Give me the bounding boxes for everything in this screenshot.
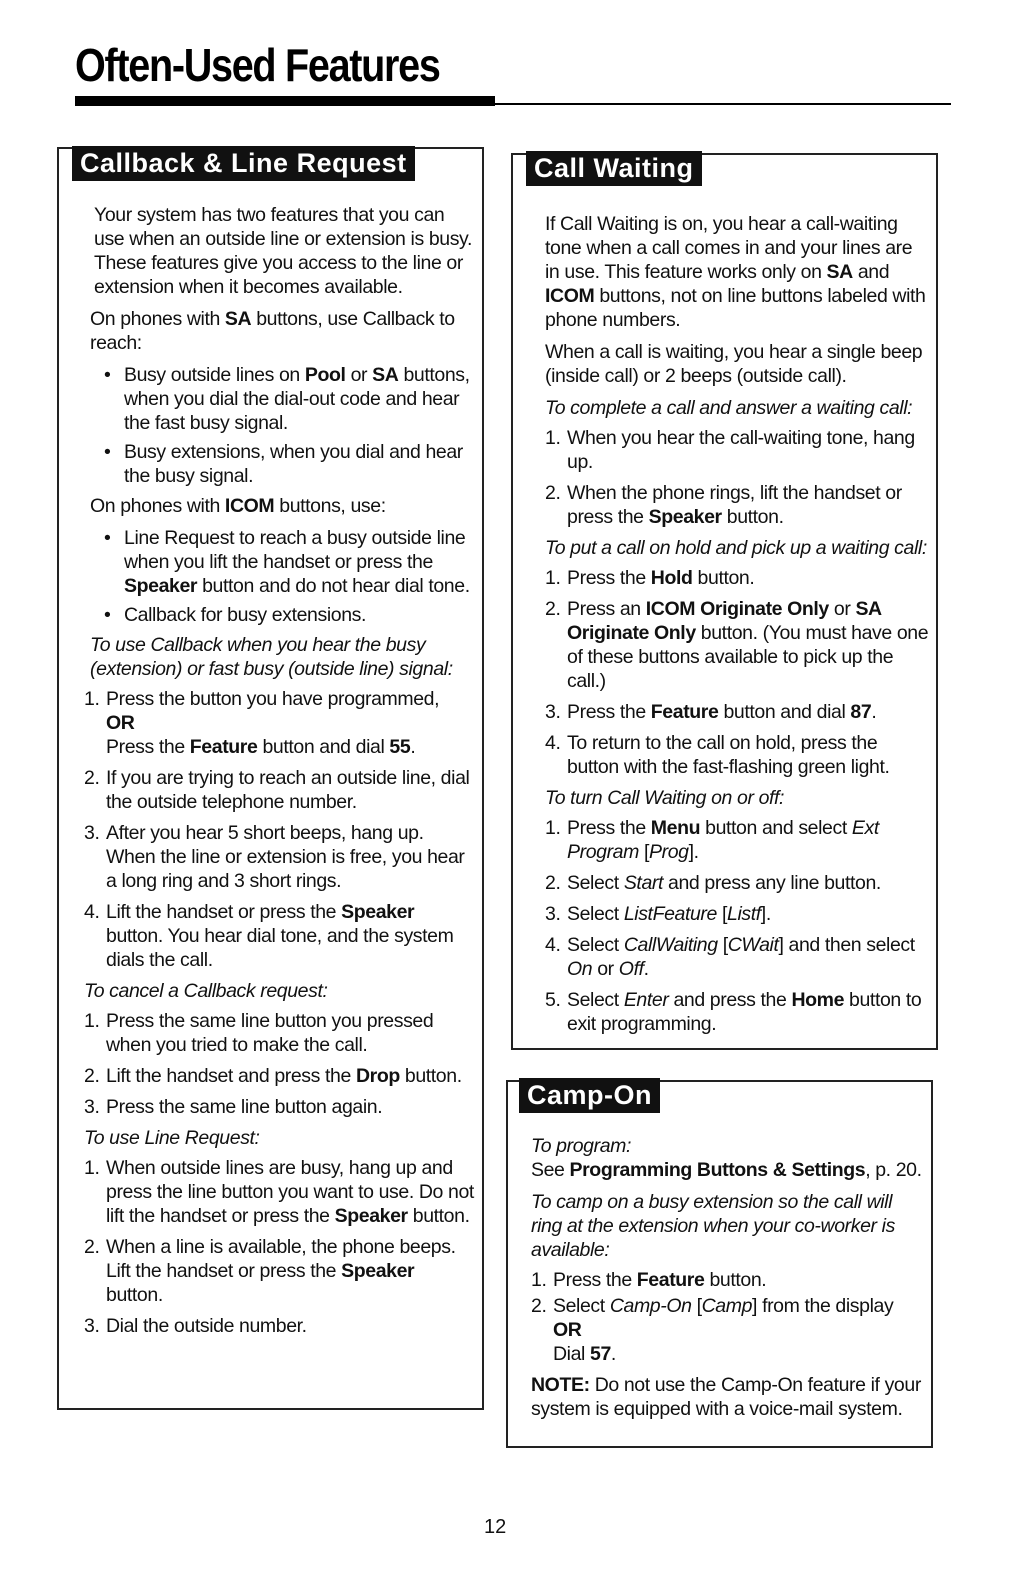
step-item: 3. Select ListFeature [Listf]. <box>545 903 771 925</box>
callback-cancel-lead: To cancel a Callback request: <box>84 980 328 1002</box>
step-item: 1. When you hear the call-waiting tone, hang up. <box>545 427 915 473</box>
campon-use-lead: To camp on a busy extension so the call will ring at the extension when your co-worker is available: <box>531 1191 895 1261</box>
step-item: 4. To return to the call on hold, press the button with the fast-flashing green light. <box>545 732 890 778</box>
callback-use-lead: To use Callback when you hear the busy (extension) or fast busy (outside line) signal: <box>90 634 453 680</box>
campon-section-heading: Camp-On <box>519 1078 660 1113</box>
step-item: 1. Press the button you have programmed, OR Press the Feature button and dial 55. <box>84 688 440 758</box>
page-title: Often-Used Features <box>75 39 440 91</box>
step-item: 2. Select Camp-On [Camp] from the display OR Dial 57. <box>531 1295 894 1365</box>
title-rule-thick <box>75 96 495 106</box>
campon-see-reference: See Programming Buttons & Settings, p. 20. <box>531 1159 922 1181</box>
step-item: 1. When outside lines are busy, hang up and press the line button you want to use. Do not lift the handset or press the Speaker button. <box>84 1157 474 1227</box>
step-item: 5. Select Enter and press the Home button to exit programming. <box>545 989 922 1035</box>
kw-sa: SA <box>224 308 252 330</box>
step-item: 2. When a line is available, the phone beeps. Lift the handset or press the Speaker button. <box>84 1236 456 1306</box>
step-item: 2. When the phone rings, lift the handset or press the Speaker button. <box>545 482 902 528</box>
callback-use-steps <box>84 687 476 972</box>
campon-program-lead: To program: <box>531 1135 632 1157</box>
page-number: 12 <box>484 1516 507 1538</box>
callwaiting-hold-steps <box>545 566 930 779</box>
step-item: 1. Press the Menu button and select Ext Program [Prog]. <box>545 817 879 863</box>
callwaiting-complete-steps <box>545 426 930 529</box>
callback-line-request-lead: To use Line Request: <box>84 1127 260 1149</box>
list-item: • Line Request to reach a busy outside line when you lift the handset or press the Speaker button and do not hear dial tone. <box>84 526 476 598</box>
callback-icom-intro: On phones with ICOM buttons, use: <box>90 495 386 517</box>
list-item: • Busy extensions, when you dial and hear the busy signal. <box>84 440 476 488</box>
campon-steps <box>531 1268 925 1366</box>
step-item: 1. Press the Hold button. <box>545 567 755 589</box>
callback-sa-intro: On phones with SA buttons, use Callback to reach: <box>90 308 455 354</box>
callback-icom-list <box>84 526 476 627</box>
callwaiting-section-content <box>545 212 930 1043</box>
step-item: 2. Lift the handset and press the Drop button. <box>84 1065 462 1087</box>
callwaiting-section-heading: Call Waiting <box>526 151 702 186</box>
step-item: 2. Press an ICOM Originate Only or SA Originate Only button. (You must have one of these buttons available to pick up the call.) <box>545 598 929 692</box>
callwaiting-toggle-steps <box>545 816 930 1036</box>
campon-section-content <box>531 1134 925 1429</box>
callback-section-heading: Callback & Line Request <box>72 146 415 181</box>
campon-note: NOTE: Do not use the Camp-On feature if your system is equipped with a voice-mail system. <box>531 1374 921 1420</box>
step-item: 3. After you hear 5 short beeps, hang up. When the line or extension is free, you hear a long ring and 3 short rings. <box>84 822 465 892</box>
callback-section-content <box>84 203 476 1345</box>
step-item: 3. Dial the outside number. <box>84 1315 307 1337</box>
step-item: 3. Press the Feature button and dial 87. <box>545 701 877 723</box>
title-rule-thin <box>495 103 951 105</box>
callback-line-request-steps <box>84 1156 476 1338</box>
callback-sa-list <box>84 363 476 488</box>
step-item: 1. Press the Feature button. <box>531 1269 767 1291</box>
list-item: • Callback for busy extensions. <box>84 603 476 627</box>
step-item: 2. Select Start and press any line button. <box>545 872 881 894</box>
list-item: • Busy outside lines on Pool or SA buttons, when you dial the dial-out code and hear the fast busy signal. <box>84 363 476 435</box>
callwaiting-complete-lead: To complete a call and answer a waiting call: <box>545 397 913 419</box>
step-item: 3. Press the same line button again. <box>84 1096 383 1118</box>
callwaiting-toggle-lead: To turn Call Waiting on or off: <box>545 787 785 809</box>
step-item: 4. Select CallWaiting [CWait] and then select On or Off. <box>545 934 915 980</box>
callwaiting-hold-lead: To put a call on hold and pick up a waiting call: <box>545 537 927 559</box>
callback-intro: Your system has two features that you can use when an outside line or extension is busy. These features give you access to the line or extension when it becomes available. <box>94 204 472 298</box>
step-item: 1. Press the same line button you pressed when you tried to make the call. <box>84 1010 434 1056</box>
step-item: 4. Lift the handset or press the Speaker button. You hear dial tone, and the system dials the call. <box>84 901 454 971</box>
step-item: 2. If you are trying to reach an outside line, dial the outside telephone number. <box>84 767 470 813</box>
callwaiting-intro: If Call Waiting is on, you hear a call-waiting tone when a call comes in and your lines are in use. This feature works only on SA and ICOM buttons, not on line buttons labeled with phone numbers. <box>545 213 926 331</box>
callback-cancel-steps <box>84 1009 476 1119</box>
callwaiting-beep-info: When a call is waiting, you hear a single beep (inside call) or 2 beeps (outside call). <box>545 341 923 387</box>
